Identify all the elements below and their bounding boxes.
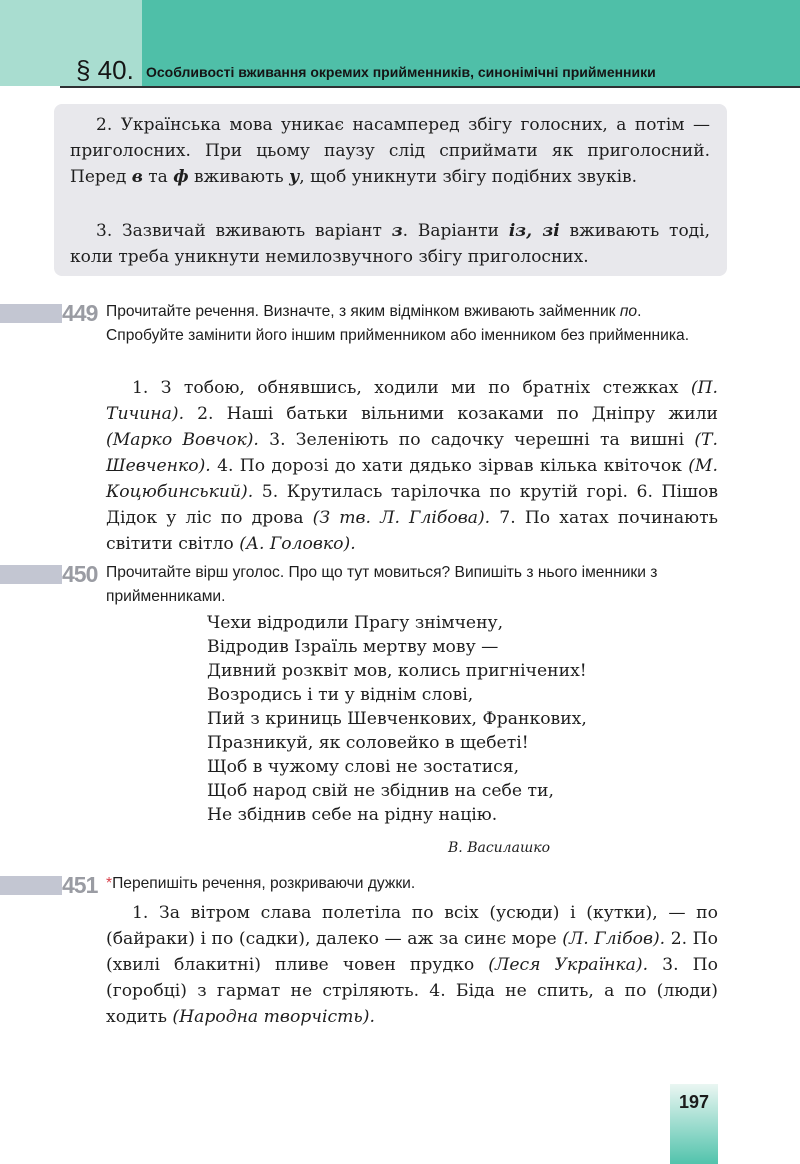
section-title: Особливості вживання окремих прийменників, синонімічні прийменники	[146, 64, 656, 80]
exercise-450-bar	[0, 565, 62, 584]
source: (Марко Вовчок).	[106, 430, 259, 450]
rule-2-text: вживають	[188, 167, 290, 187]
poem-line: Чехи відродили Прагу знімчену,	[207, 613, 504, 633]
variants-iz-zi: із, зі	[508, 221, 560, 241]
rule-3-text: . Варіанти	[402, 221, 509, 241]
star-mark: *	[106, 875, 113, 892]
sentence: 3. По (горобці) з гармат не стріляють. 4. Біда не спить, а по (люди) ходить	[106, 955, 718, 1027]
rule-3	[70, 218, 710, 270]
task-text: Прочитайте речення. Визначте, з яким відмінком вживають займенник	[106, 303, 620, 320]
sentence: 5. Крутилась тарілочка по крутій горі. 6. Пішов Дідок у ліс по дрова	[106, 482, 718, 528]
sentence: 2. По (хвилі блакитні) пливе човен прудко	[106, 929, 718, 975]
poem-line: Возродись і ти у віднім слові,	[207, 685, 474, 705]
poem-line: Не збіднив себе на рідну націю.	[207, 805, 498, 825]
section-number: § 40.	[76, 55, 134, 85]
sentence: 4. По дорозі до хати дядько зірвав кілька квіточок	[210, 456, 689, 476]
source: (Л. Глібов).	[562, 929, 666, 949]
source: (А. Головко).	[239, 534, 356, 554]
sentence: 3. Зеленіють по садочку черешні та вишні	[258, 430, 695, 450]
exercise-449-sentences	[106, 375, 718, 557]
source: (М. Коцюбинський).	[106, 456, 718, 502]
poem-line: Дивний розквіт мов, колись пригнічених!	[207, 661, 587, 681]
letter-f: ф	[173, 167, 189, 187]
source: (З тв. Л. Глібова).	[312, 508, 491, 528]
rule-3-text: вживають тоді, коли треба уникнути немилозвучного збігу приголосних.	[70, 221, 710, 267]
letter-z: з	[391, 221, 403, 241]
source: (Т. Шевченко).	[106, 430, 718, 476]
sentence: 1. З тобою, обнявшись, ходили ми по братніх стежках	[132, 378, 691, 398]
sentence: 2. Наші батьки вільними козаками по Дніпру жили	[184, 404, 718, 424]
exercise-449-number: 449	[62, 300, 98, 326]
letter-u: у	[289, 167, 300, 187]
source: (Леся Українка).	[488, 955, 649, 975]
task-text: . Спробуйте замінити його іншим прийменником або іменником без прийменника.	[106, 303, 690, 344]
header-divider	[60, 86, 800, 88]
rule-2	[70, 112, 710, 190]
sentence: 1. За вітром слава полетіла по всіх (усюди) і (кутки), — по (байраки) і по (садки), далеко — аж за синє море	[106, 903, 718, 949]
exercise-449-task	[106, 300, 718, 348]
exercise-451-bar	[0, 876, 62, 895]
exercise-450-number: 450	[62, 561, 98, 587]
poem-line: Відродив Ізраїль мертву мову —	[207, 637, 499, 657]
exercise-451-task	[106, 872, 718, 896]
poem-line: Пий з криниць Шевченкових, Франкових,	[207, 709, 587, 729]
rule-2-text: 2. Українська мова уникає насамперед збігу голосних, а потім — приголосних. При цьому паузу слід сприймати як приголосний. Перед	[70, 115, 710, 187]
poem-author: В. Василашко	[448, 840, 550, 856]
exercise-451-number: 451	[62, 872, 98, 898]
rule-2-text: та	[142, 167, 174, 187]
poem	[207, 611, 587, 827]
exercise-449-bar	[0, 304, 62, 323]
task-text: Перепишіть речення, розкриваючи дужки.	[112, 875, 416, 892]
page-number: 197	[678, 1092, 710, 1112]
exercise-450-task: Прочитайте вірш уголос. Про що тут мовиться? Випишіть з нього іменники з прийменниками.	[106, 564, 658, 605]
sentence: 7. По хатах починають світити світло	[106, 508, 718, 554]
poem-line: Празникуй, як соловейко в щебеті!	[207, 733, 529, 753]
task-word-po: по	[619, 303, 638, 320]
rule-3-text: 3. Зазвичай вживають варіант	[96, 221, 392, 241]
letter-v: в	[131, 167, 143, 187]
poem-line: Щоб народ свій не збіднив на себе ти,	[207, 781, 554, 801]
poem-line: Щоб в чужому слові не зостатися,	[207, 757, 520, 777]
exercise-451-sentences	[106, 900, 718, 1030]
source: (П. Тичина).	[106, 378, 718, 424]
rule-2-text: , щоб уникнути збігу подібних звуків.	[299, 167, 638, 187]
source: (Народна творчість).	[172, 1007, 375, 1027]
